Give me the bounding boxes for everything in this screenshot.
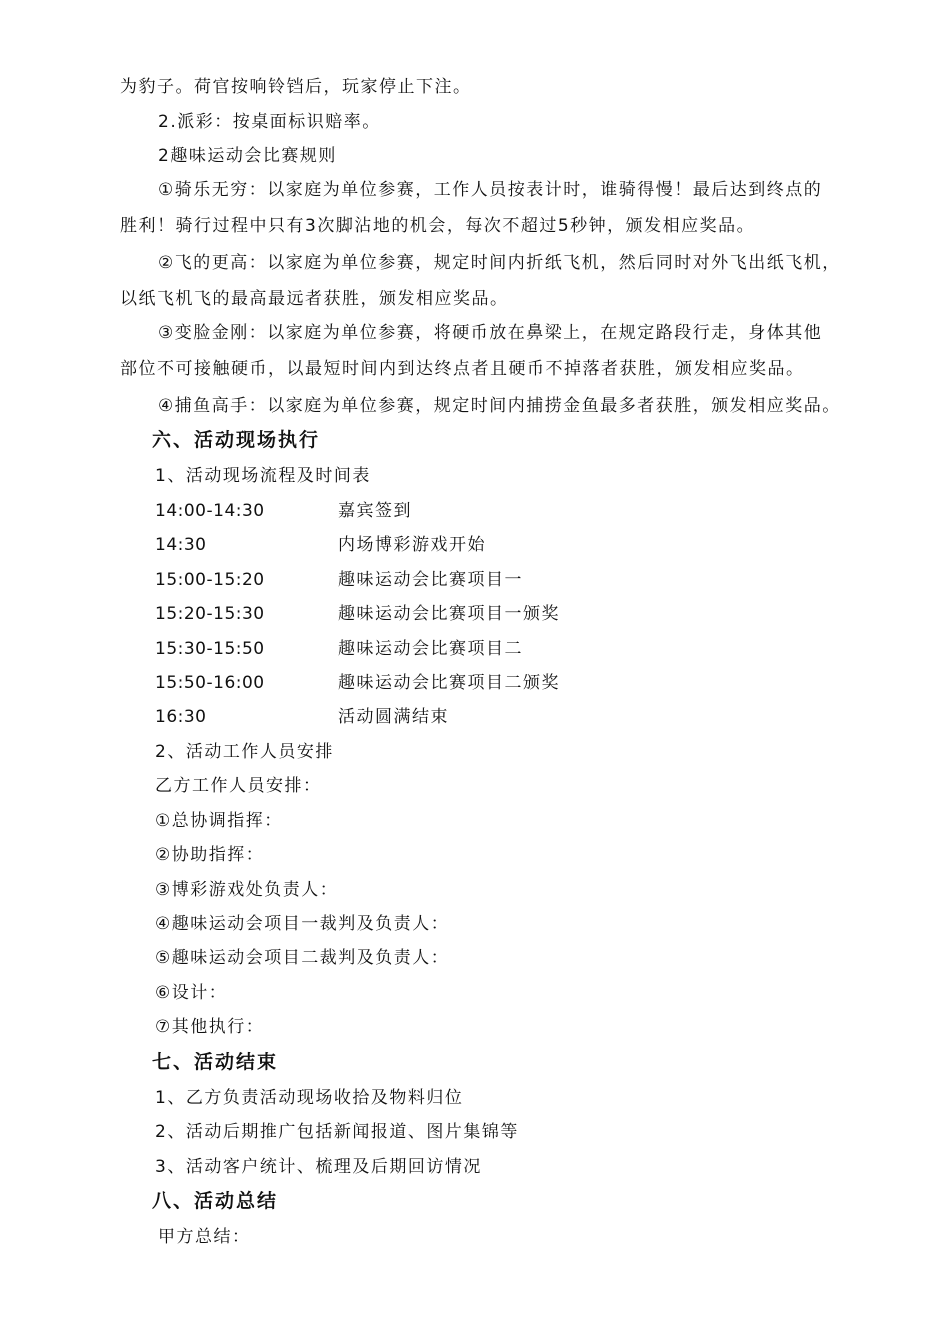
section-8-heading: 八、活动总结	[152, 1190, 279, 1212]
schedule-time: 14:30	[155, 535, 207, 555]
staff-item: ⑦其他执行：	[155, 1017, 265, 1037]
schedule-event: 活动圆满结束	[338, 707, 449, 727]
schedule-time: 15:30-15:50	[155, 639, 265, 659]
staff-item: ⑤趣味运动会项目二裁判及负责人：	[155, 948, 450, 968]
rule-item-2-line-1: ②飞的更高：以家庭为单位参赛，规定时间内折纸飞机，然后同时对外飞出纸飞机，	[158, 253, 841, 273]
staff-item: ④趣味运动会项目一裁判及负责人：	[155, 914, 450, 934]
schedule-time: 15:00-15:20	[155, 570, 265, 590]
schedule-event: 趣味运动会比赛项目二颁奖	[338, 673, 560, 693]
section-8-item: 甲方总结：	[158, 1227, 251, 1247]
rule-item-1-line-1: ①骑乐无穷：以家庭为单位参赛，工作人员按表计时，谁骑得慢！最后达到终点的	[158, 180, 823, 200]
schedule-event: 内场博彩游戏开始	[338, 535, 486, 555]
schedule-time: 16:30	[155, 707, 207, 727]
section-7-item: 1、乙方负责活动现场收拾及物料归位	[155, 1088, 464, 1108]
schedule-time: 14:00-14:30	[155, 501, 265, 521]
rule-item-3-line-2: 部位不可接触硬币，以最短时间内到达终点者且硬币不掉落者获胜，颁发相应奖品。	[120, 359, 805, 379]
rule-item-1-line-2: 胜利！骑行过程中只有3次脚沾地的机会，每次不超过5秒钟，颁发相应奖品。	[120, 216, 756, 236]
schedule-event: 趣味运动会比赛项目二	[338, 639, 523, 659]
staff-item: ②协助指挥：	[155, 845, 265, 865]
rule-item-4: ④捕鱼高手：以家庭为单位参赛，规定时间内捕捞金鱼最多者获胜，颁发相应奖品。	[158, 396, 841, 416]
paragraph-text: 2.派彩：按桌面标识赔率。	[158, 112, 381, 132]
schedule-event: 嘉宾签到	[338, 501, 412, 521]
schedule-time: 15:50-16:00	[155, 673, 265, 693]
section-7-heading: 七、活动结束	[152, 1051, 279, 1073]
staff-item: ①总协调指挥：	[155, 811, 283, 831]
staff-item: ③博彩游戏处负责人：	[155, 880, 339, 900]
rule-item-2-line-2: 以纸飞机飞的最高最远者获胜，颁发相应奖品。	[120, 289, 509, 309]
schedule-time: 15:20-15:30	[155, 604, 265, 624]
rule-item-3-line-1: ③变脸金刚：以家庭为单位参赛，将硬币放在鼻梁上，在规定路段行走，身体其他	[158, 323, 823, 343]
section-6-heading: 六、活动现场执行	[152, 429, 321, 451]
paragraph-text: 为豹子。荷官按响铃铛后，玩家停止下注。	[120, 77, 472, 97]
schedule-event: 趣味运动会比赛项目一颁奖	[338, 604, 560, 624]
staff-item: ⑥设计：	[155, 983, 228, 1003]
section-7-item: 3、活动客户统计、梳理及后期回访情况	[155, 1157, 482, 1177]
section-7-item: 2、活动后期推广包括新闻报道、图片集锦等	[155, 1122, 519, 1142]
section-6-subheading-2: 2、活动工作人员安排	[155, 742, 334, 762]
subheading-text: 2趣味运动会比赛规则	[158, 146, 337, 166]
staff-intro: 乙方工作人员安排：	[155, 776, 322, 796]
section-6-subheading-1: 1、活动现场流程及时间表	[155, 466, 371, 486]
schedule-event: 趣味运动会比赛项目一	[338, 570, 523, 590]
